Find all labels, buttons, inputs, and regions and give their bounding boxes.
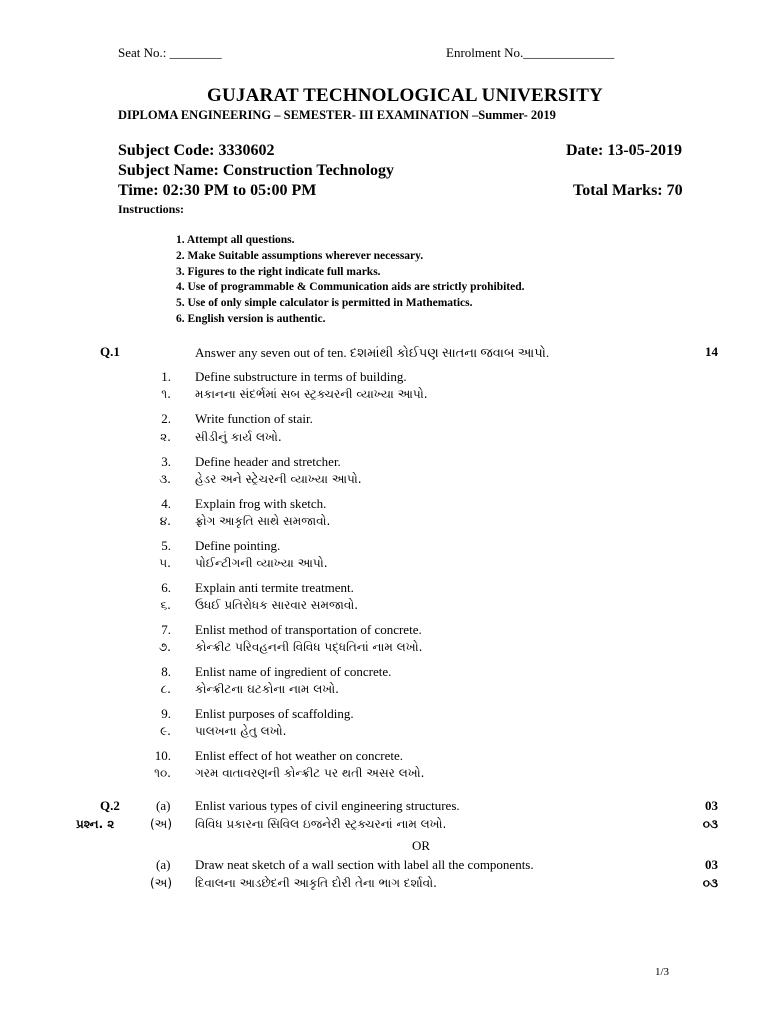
q1-item-text: Enlist purposes of scaffolding. (195, 706, 354, 721)
q2-alt-marks: 03 (705, 857, 718, 872)
q1-item-number-gujarati: ૭. (158, 640, 171, 654)
q1-item-text-gujarati: કોન્ક્રીટના ઘટકોના નામ લખો. (195, 682, 339, 696)
q1-item-text: Enlist name of ingredient of concrete. (195, 664, 392, 679)
q2-alt-marks-gujarati: ૦૩ (702, 876, 718, 890)
instruction-item: 2. Make Suitable assumptions wherever necessary. (176, 249, 424, 262)
q1-item-number-gujarati: ૬. (160, 598, 171, 612)
q1-item-number: 2. (161, 411, 171, 426)
q1-item-number: 6. (161, 580, 171, 595)
q1-item-number-gujarati: ૩. (159, 472, 171, 486)
total-marks: Total Marks: 70 (573, 182, 683, 199)
q1-item-number: 5. (161, 538, 171, 553)
q1-item-number: 1. (161, 369, 171, 384)
q1-item-text: Explain frog with sketch. (195, 496, 327, 511)
or-separator: OR (412, 838, 431, 853)
q1-item-text-gujarati: ઉધઈ પ્રતિરોધક સારવાર સમજાવો. (195, 598, 359, 612)
q1-item-number-gujarati: ૨. (160, 430, 171, 444)
q1-item-text-gujarati: પાલખના હેતુ લખો. (195, 724, 287, 738)
q2-label: Q.2 (100, 798, 120, 813)
q1-item-number-gujarati: ૪. (159, 514, 171, 528)
instruction-item: 3. Figures to the right indicate full marks. (176, 265, 381, 278)
q1-item-text-gujarati: હેડર અને સ્ટ્રેચરની વ્યાખ્યા આપો. (195, 472, 362, 486)
instruction-item: 6. English version is authentic. (176, 312, 326, 325)
instructions-heading: Instructions: (118, 202, 185, 216)
q1-marks: 14 (705, 344, 718, 359)
q1-item-number: 10. (154, 748, 171, 763)
exam-line: DIPLOMA ENGINEERING – SEMESTER- III EXAMINATION –Summer- 2019 (118, 108, 556, 122)
q2-a-number: (a) (156, 798, 171, 813)
q2-label-gujarati: પ્રશ્ન. ૨ (76, 817, 115, 831)
q1-item-text: Define header and stretcher. (195, 454, 341, 469)
q1-item-number-gujarati: ૮. (160, 682, 171, 696)
q2-alt-text-gujarati: દિવાલના આડછેદની આકૃતિ દોરી તેના ભાગ દર્શાવો. (195, 876, 437, 890)
university-title: GUJARAT TECHNOLOGICAL UNIVERSITY (207, 85, 603, 106)
q2-alt-text: Draw neat sketch of a wall section with label all the components. (195, 857, 534, 872)
q1-item-text: Explain anti termite treatment. (195, 580, 354, 595)
q1-item-number-gujarati: ૯. (160, 724, 171, 738)
q2-a-text-gujarati: વિવિધ પ્રકારના સિવિલ ઇજનેરી સ્ટ્રક્ચરનાં નામ લખો. (195, 817, 447, 831)
q2-a-number-gujarati: (અ) (150, 817, 173, 831)
exam-time: Time: 02:30 PM to 05:00 PM (118, 182, 317, 199)
q1-item-text: Define substructure in terms of building. (195, 369, 407, 384)
q1-item-text: Write function of stair. (195, 411, 313, 426)
q2-a-marks: 03 (705, 798, 718, 813)
q1-item-number-gujarati: ૧૦. (154, 766, 171, 780)
subject-name: Subject Name: Construction Technology (118, 162, 395, 179)
q1-item-text: Enlist method of transportation of concrete. (195, 622, 422, 637)
q1-item-number: 9. (161, 706, 171, 721)
q1-item-text-gujarati: ગરમ વાતાવરણની કોન્ક્રીટ પર થતી અસર લખો. (195, 766, 425, 780)
q1-item-text-gujarati: મકાનના સંદર્ભમાં સબ સ્ટ્રક્ચરની વ્યાખ્યા આપો. (195, 387, 428, 401)
exam-date: Date: 13-05-2019 (566, 142, 682, 159)
subject-code: Subject Code: 3330602 (118, 142, 275, 159)
page-number: 1/3 (655, 966, 670, 978)
instructions-list (176, 233, 525, 328)
q1-item-text-gujarati: કોન્ક્રીટ પરિવહનની વિવિધ પદ્ધતિનાં નામ લખો. (195, 640, 423, 654)
q1-item-number-gujarati: ૧. (161, 387, 171, 401)
q1-item-text: Define pointing. (195, 538, 281, 553)
q1-heading: Answer any seven out of ten. દશમાંથી કોઈપણ સાતના જવાબ આપો. (195, 345, 550, 360)
q1-item-number: 4. (161, 496, 171, 511)
instruction-item: 5. Use of only simple calculator is permitted in Mathematics. (176, 297, 473, 310)
instruction-item: 1. Attempt all questions. (176, 234, 295, 246)
q1-item-text-gujarati: ફ્રોગ આકૃતિ સાથે સમજાવો. (195, 514, 331, 528)
q1-item-text: Enlist effect of hot weather on concrete. (195, 748, 404, 763)
q2-a-text: Enlist various types of civil engineering structures. (195, 798, 460, 813)
q1-item-text-gujarati: પોઈન્ટીગની વ્યાખ્યા આપો. (195, 556, 328, 570)
q1-item-text-gujarati: સીડીનું કાર્ય લખો. (195, 430, 282, 444)
seat-no: Seat No.: ________ (118, 45, 222, 60)
q1-item-number: 8. (161, 664, 171, 679)
q1-item-number: 3. (161, 454, 171, 469)
q1-label: Q.1 (100, 344, 120, 359)
q1-item-number-gujarati: ૫. (159, 556, 171, 570)
enrolment-no: Enrolment No.______________ (446, 45, 615, 60)
q2-alt-number: (a) (156, 857, 171, 872)
q1-item-number: 7. (161, 622, 171, 637)
instruction-item: 4. Use of programmable & Communication aids are strictly prohibited. (176, 281, 525, 294)
q2-alt-number-gujarati: (અ) (150, 876, 173, 890)
q2-a-marks-gujarati: ૦૩ (702, 817, 718, 831)
